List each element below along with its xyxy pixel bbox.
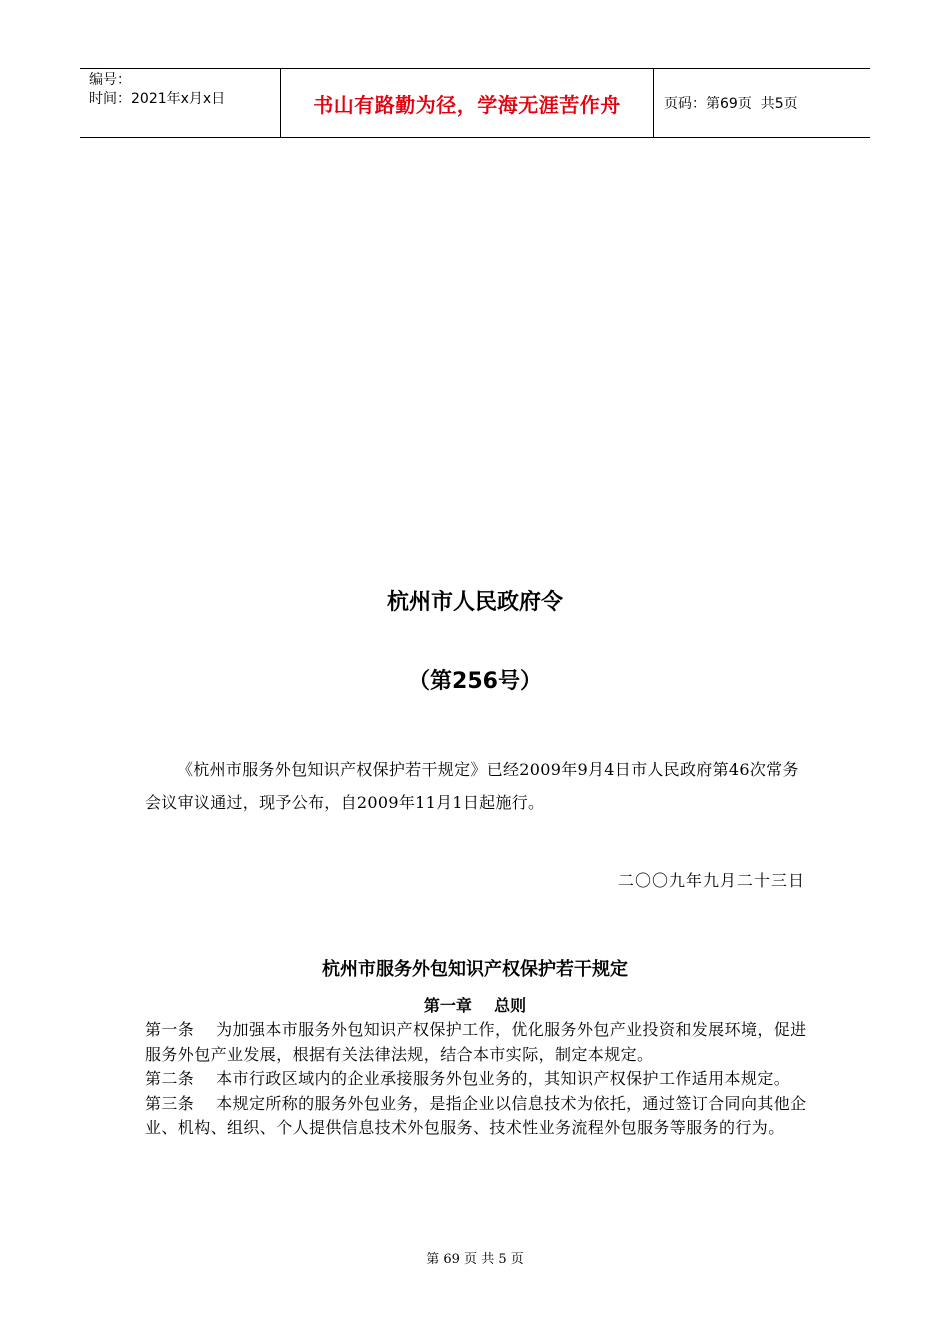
article-1 <box>145 1018 807 1067</box>
article-number: 第二条 <box>145 1069 217 1088</box>
regulation-title: 杭州市服务外包知识产权保护若干规定 <box>322 959 628 980</box>
header-table <box>80 68 870 138</box>
header-time-label: 时间：2021年x月x日 <box>89 91 226 107</box>
header-number-label: 编号： <box>89 72 131 88</box>
header-page-code-cell <box>654 69 870 137</box>
articles-list <box>145 1018 807 1141</box>
header-motto: 书山有路勤为径，学海无涯苦作舟 <box>281 69 654 137</box>
article-text: 为加强本市服务外包知识产权保护工作，优化服务外包产业投资和发展环境，促进服务外包产业发展，根据有关法律法规，结合本市实际，制定本规定。 <box>145 1020 807 1064</box>
header-page-code: 页码：第69页 共5页 <box>664 96 798 112</box>
header-meta-cell <box>80 69 281 137</box>
article-3 <box>145 1092 807 1141</box>
article-text: 本规定所称的服务外包业务，是指企业以信息技术为依托，通过签订合同向其他企业、机构、组织、个人提供信息技术外包服务、技术性业务流程外包服务等服务的行为。 <box>145 1093 807 1137</box>
article-number: 第三条 <box>145 1093 217 1113</box>
article-number: 第一条 <box>145 1020 217 1039</box>
order-title: 杭州市人民政府令 <box>386 590 563 615</box>
page-footer: 第 69 页 共 5 页 <box>426 1252 524 1267</box>
announcement-paragraph: 《杭州市服务外包知识产权保护若干规定》已经2009年9月4日市人民政府第46次常务会议审议通过，现予公布，自2009年11月1日起施行。 <box>145 760 799 812</box>
issue-date: 二〇〇九年九月二十三日 <box>617 871 805 890</box>
chapter-title: 第一章 总则 <box>423 996 527 1015</box>
article-2 <box>145 1067 807 1092</box>
article-text: 本市行政区域内的企业承接服务外包业务的，其知识产权保护工作适用本规定。 <box>216 1069 791 1088</box>
order-number: （第256号） <box>408 669 542 694</box>
